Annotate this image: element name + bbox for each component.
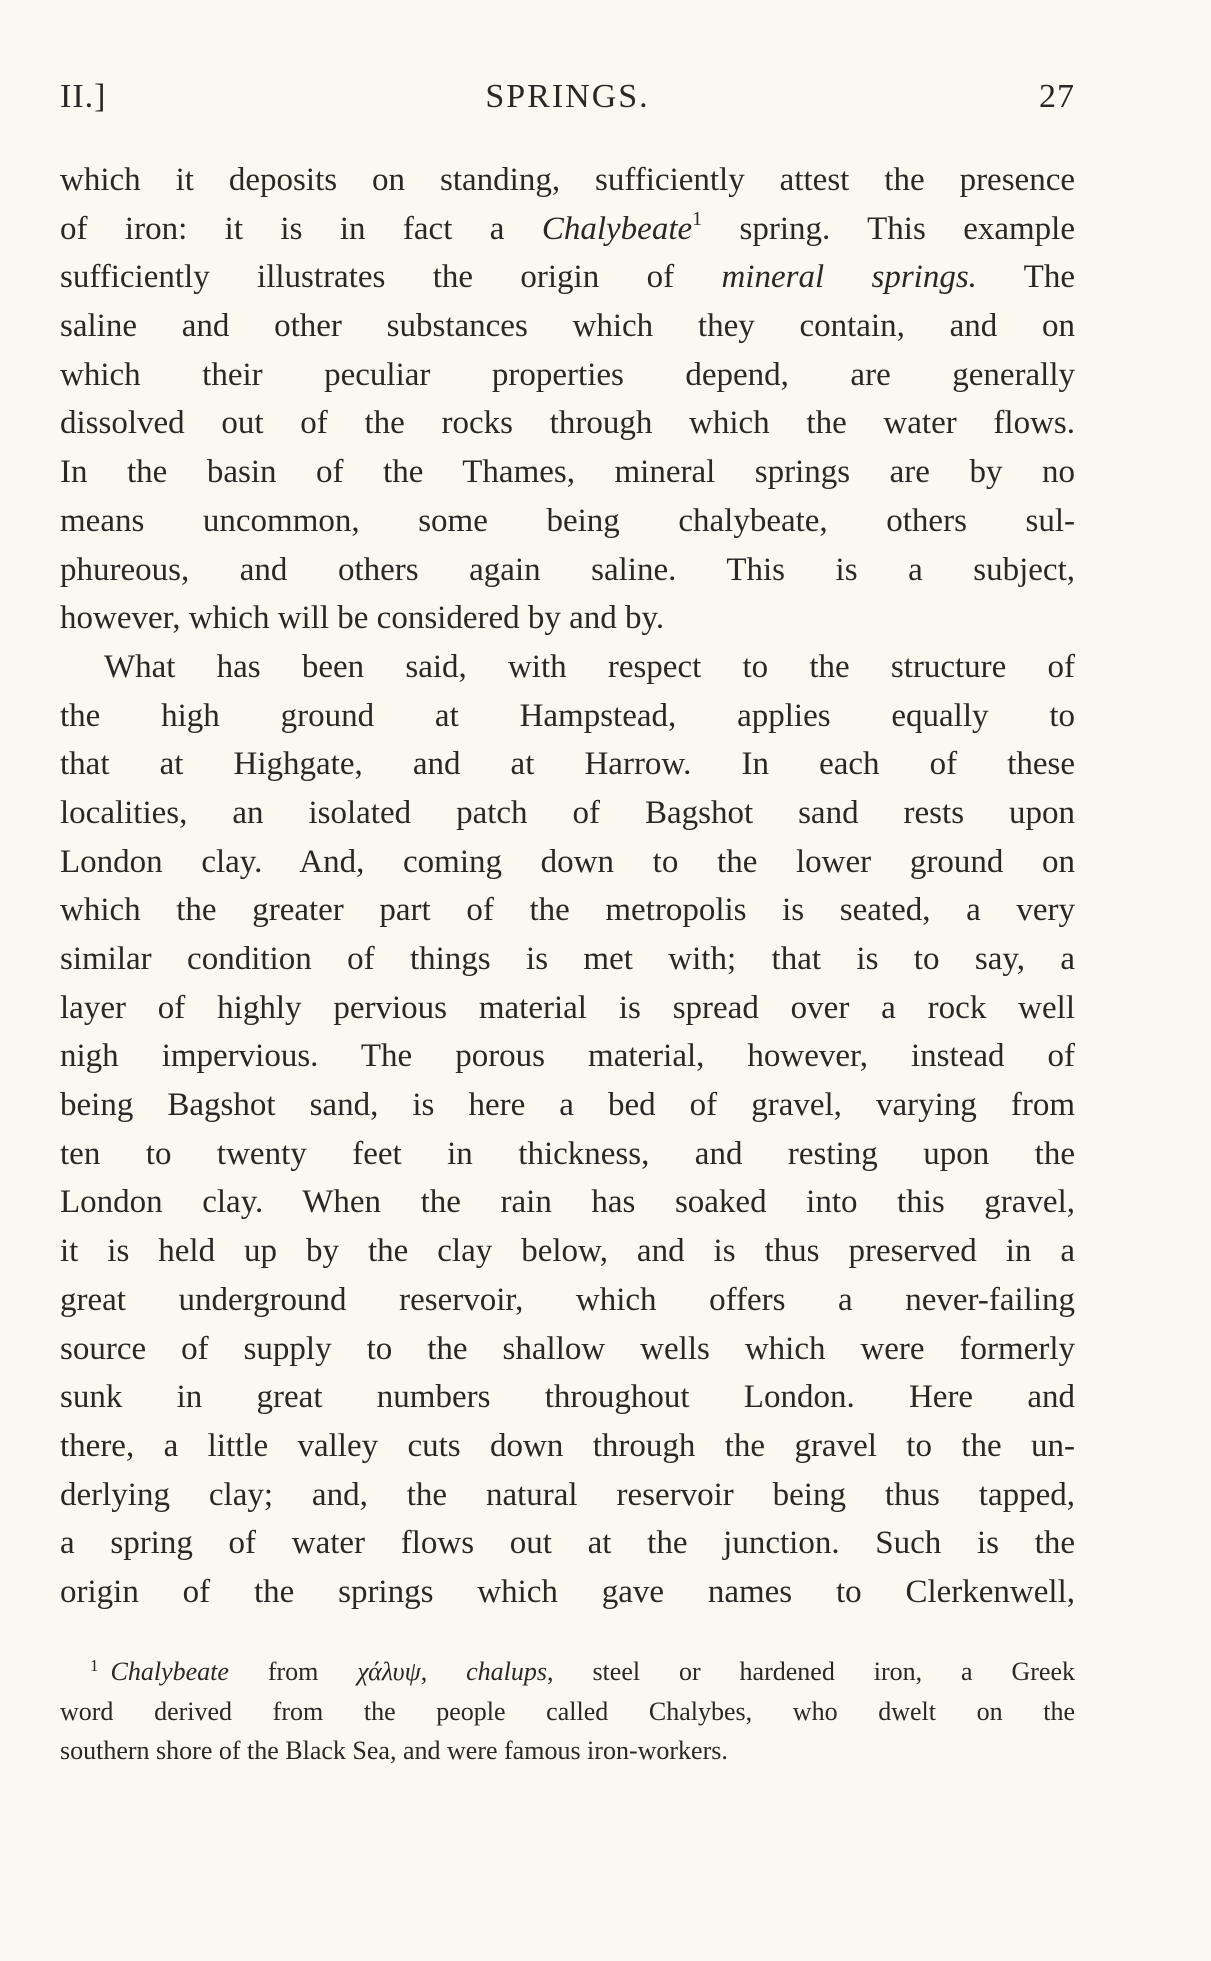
text-line: the high ground at Hampstead, applies equally to xyxy=(60,697,1075,734)
text-line: there, a little valley cuts down through the gravel to the un- xyxy=(60,1427,1075,1464)
text-line: phureous, and others again saline. This is a subject, xyxy=(60,551,1075,588)
text-line: saline and other substances which they contain, and on xyxy=(60,308,1075,345)
chapter-marker: II.] xyxy=(60,78,107,115)
text-run: , steel or hardened iron, a Greek xyxy=(547,1657,1075,1686)
text-line: which the greater part of the metropolis is seated, a very xyxy=(60,892,1075,929)
text-line: London clay. And, coming down to the lower ground on xyxy=(60,843,1075,880)
text-run: sufficiently illustrates the origin of xyxy=(60,259,722,296)
italic-term: Chalybeate xyxy=(110,1657,229,1686)
italic-term: Chalybeate xyxy=(541,210,693,247)
footnote-line xyxy=(60,1652,1075,1692)
text-line: layer of highly pervious material is spread over a rock well xyxy=(60,989,1075,1026)
text-line: which their peculiar properties depend, are generally xyxy=(60,356,1075,393)
text-line xyxy=(60,205,1075,254)
text-line: being Bagshot sand, is here a bed of gravel, varying from xyxy=(60,1087,1075,1124)
text-line: that at Highgate, and at Harrow. In each of these xyxy=(60,746,1075,783)
italic-term: chalups xyxy=(466,1657,548,1686)
text-line: What has been said, with respect to the structure of xyxy=(104,648,1075,685)
text-line: it is held up by the clay below, and is thus preserved in a xyxy=(60,1233,1075,1270)
text-line: however, which will be considered by and by. xyxy=(60,600,665,637)
text-line: great underground reservoir, which offers a never-failing xyxy=(60,1281,1075,1318)
text-line: dissolved out of the rocks through which the water flows. xyxy=(60,405,1075,442)
text-line: derlying clay; and, the natural reservoir being thus tapped, xyxy=(60,1476,1075,1513)
running-head xyxy=(60,78,1075,122)
footnote-line: southern shore of the Black Sea, and were famous iron-workers. xyxy=(60,1736,728,1765)
text-line: which it deposits on standing, sufficiently attest the presence xyxy=(60,162,1075,198)
italic-term: mineral springs. xyxy=(721,259,977,296)
greek-word: χάλυψ xyxy=(357,1657,421,1686)
text-line: ten to twenty feet in thickness, and resting upon the xyxy=(60,1135,1075,1172)
text-run: spring. This example xyxy=(702,210,1075,247)
page-number: 27 xyxy=(1039,78,1075,115)
text-run: from xyxy=(228,1657,358,1686)
footnote-reference: 1 xyxy=(692,207,703,230)
footnote-marker: 1 xyxy=(90,1656,99,1675)
body-text xyxy=(60,156,1075,1617)
text-line: In the basin of the Thames, mineral springs are by no xyxy=(60,454,1075,491)
footnotes xyxy=(60,1652,1075,1771)
page-title: SPRINGS. xyxy=(485,78,650,115)
text-line: nigh impervious. The porous material, however, instead of xyxy=(60,1038,1075,1075)
text-run: of iron: it is in fact a xyxy=(60,210,542,247)
text-line: sunk in great numbers throughout London. Here and xyxy=(60,1379,1075,1416)
text-run: , xyxy=(420,1657,467,1686)
text-line: London clay. When the rain has soaked into this gravel, xyxy=(60,1184,1075,1221)
text-line xyxy=(60,253,1075,302)
text-run: The xyxy=(976,259,1075,296)
text-line: similar condition of things is met with; that is to say, a xyxy=(60,941,1075,977)
text-line: origin of the springs which gave names to Clerkenwell, xyxy=(60,1573,1075,1610)
footnote-line: word derived from the people called Chalybes, who dwelt on the xyxy=(60,1696,1075,1726)
text-line: localities, an isolated patch of Bagshot sand rests upon xyxy=(60,794,1075,831)
text-line: means uncommon, some being chalybeate, others sul- xyxy=(60,502,1075,539)
text-line: a spring of water flows out at the junction. Such is the xyxy=(60,1525,1075,1562)
text-line: source of supply to the shallow wells which were formerly xyxy=(60,1330,1075,1367)
